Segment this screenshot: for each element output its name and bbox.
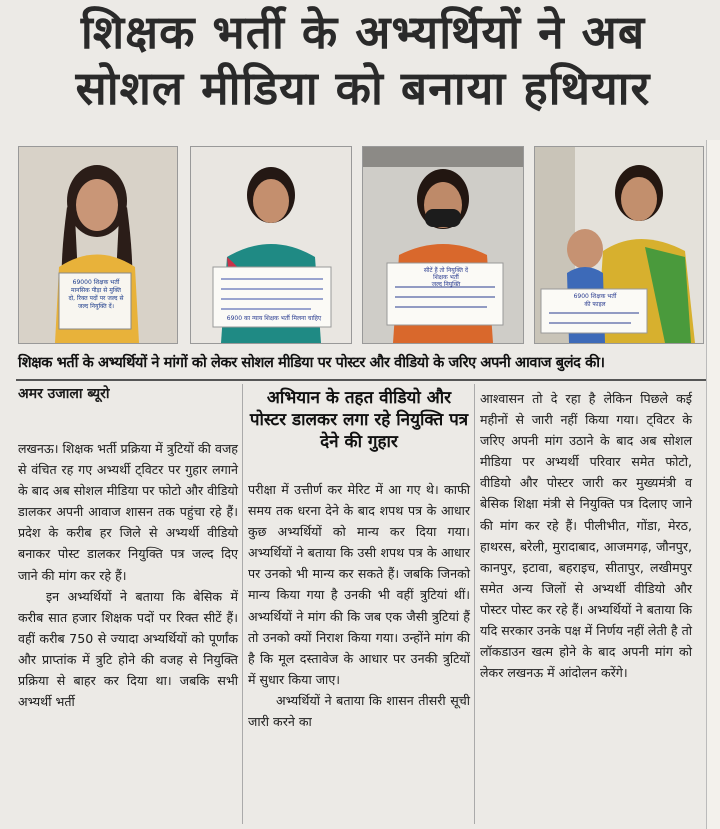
photo-illustration [191, 147, 351, 343]
photo-woman-yellow-dress [18, 146, 178, 344]
subheadline: अभियान के तहत वीडियो और पोस्टर डालकर लगा रहे नियुक्ति पत्र देने की गुहार [249, 388, 469, 452]
headline [18, 4, 708, 116]
headline-line-1: शिक्षक भर्ती के अभ्यर्थियों ने अब [80, 5, 646, 59]
headline-line-2: सोशल मीडिया को बनाया हथियार [75, 61, 651, 115]
photo-caption: शिक्षक भर्ती के अभ्यर्थियों ने मांगों को लेकर सोशल मीडिया पर पोस्टर और वीडियो के जरिए अपनी आवाज बुलंद की। [18, 355, 605, 371]
article-column-2 [248, 479, 470, 732]
poster-3-line-1: सीटें हैं तो नियुक्ति दें [423, 267, 469, 274]
caption-rule [16, 379, 706, 381]
poster-1-line-1: 69000 शिक्षक भर्ती [72, 279, 120, 286]
poster-1-line-2: मानसिक पीड़ा से मुक्ति [71, 287, 121, 294]
byline: अमर उजाला ब्यूरो [18, 386, 110, 402]
article-column-3 [480, 388, 692, 683]
poster-4-line-2: की फाइल [584, 301, 606, 308]
poster-3-line-3: जल्द नियुक्ति [431, 281, 461, 288]
adjacent-article-edge [706, 140, 720, 829]
photo-strip [14, 146, 704, 346]
poster-1-line-4: जल्द नियुक्ति दें। [77, 303, 115, 310]
col2-paragraph-1: परीक्षा में उत्तीर्ण कर मेरिट में आ गए थे। काफी समय तक धरना देने के बाद शपथ पत्र के आधार कुछ अभ्यर्थियों को मान्य कर दिया गया। अभ्यर्थियों ने बताया कि उसी शपथ पत्र के आधार पर उनको भी मान्य कर सकते हैं। जबकि जिनको मान्य किया गया है उनकी भी वहीं त्रुटियां थीं। अभ्यर्थियों ने मांग की कि जब एक जैसी त्रुटियां हैं तो उनको क्यों निराश किया गया। उन्होंने मांग की है कि मूल दस्तावेज के आधार पर उनकी त्रुटियों में सुधार किया जाए। [248, 482, 470, 687]
photo-illustration [535, 147, 703, 343]
poster-2-line-3: मिलना चाहिए [291, 315, 322, 322]
column-divider [474, 384, 475, 824]
article-column-1 [18, 438, 238, 712]
col3-paragraph-1: आश्वासन तो दे रहा है लेकिन पिछले कई महीनों से जारी नहीं किया गया। ट्विटर के जरिए अपनी मांग उठाने के बाद अब सोशल मीडिया पर अभ्यर्थी परिवार समेत फोटो, वीडियो और पोस्टर जारी कर मुख्यमंत्री व बेसिक शिक्षा मंत्री से नियुक्ति पत्र दिलाए जाने की मांग कर रहे हैं। पीलीभीत, गोंडा, मेरठ, हाथरस, बरेली, मुरादाबाद, आजमगढ़, जौनपुर, कानपुर, इटावा, बहराइच, सीतापुर, लखीमपुर समेत अन्य जिलों से अभ्यर्थी वीडियो और पोस्टर पोस्ट कर रहे हैं। अभ्यर्थियों ने बताया कि यदि सरकार उनके पक्ष में निर्णय नहीं लेती है तो लॉकडाउन खत्म होने के बाद अपनी मांग को लेकर लखनऊ में आंदोलन करेंगे। [480, 391, 693, 681]
photo-woman-with-mask [362, 146, 524, 344]
poster-1-line-3: दो, रिक्त पदों पर जल्द से [68, 295, 124, 302]
poster-4-line-1: 6900 शिक्षक भर्ती [573, 293, 617, 300]
poster-3-line-2: शिक्षक भर्ती [433, 274, 459, 281]
photo-illustration [363, 147, 523, 343]
poster-2-line-1: 6900 का न्याय [226, 315, 263, 322]
col2-paragraph-2: अभ्यर्थियों ने बताया कि शासन तीसरी सूची जारी करने का [248, 692, 470, 730]
col1-paragraph-2: इन अभ्यर्थियों ने बताया कि बेसिक में करीब सात हजार शिक्षक पदों पर रिक्त सीटें हैं। वहीं करीब 750 से ज्यादा अभ्यर्थियों को पूर्णांक और प्राप्तांक में त्रुटि होने की वजह से नियुक्ति प्रक्रिया से बाहर कर दिया था। जबकि सभी अभ्यर्थी भर्ती [18, 588, 238, 710]
column-divider [242, 384, 243, 824]
photo-illustration [19, 147, 177, 343]
photo-woman-with-child [534, 146, 704, 344]
poster-2-line-2: शिक्षक भर्ती [264, 315, 290, 322]
photo-woman-teal-dress [190, 146, 352, 344]
col1-paragraph-1: लखनऊ। शिक्षक भर्ती प्रक्रिया में त्रुटियों की वजह से वंचित रह गए अभ्यर्थी ट्विटर पर गुहार लगाने के बाद अब सोशल मीडिया पर फोटो और वीडियो डालकर अपनी आवाज शासन तक पहुंचा रहे हैं। प्रदेश के करीब हर जिले से अभ्यर्थी वीडियो बनाकर पोस्ट डालकर नियुक्ति पत्र जल्द दिए जाने की मांग कर रहे हैं। [18, 441, 238, 583]
